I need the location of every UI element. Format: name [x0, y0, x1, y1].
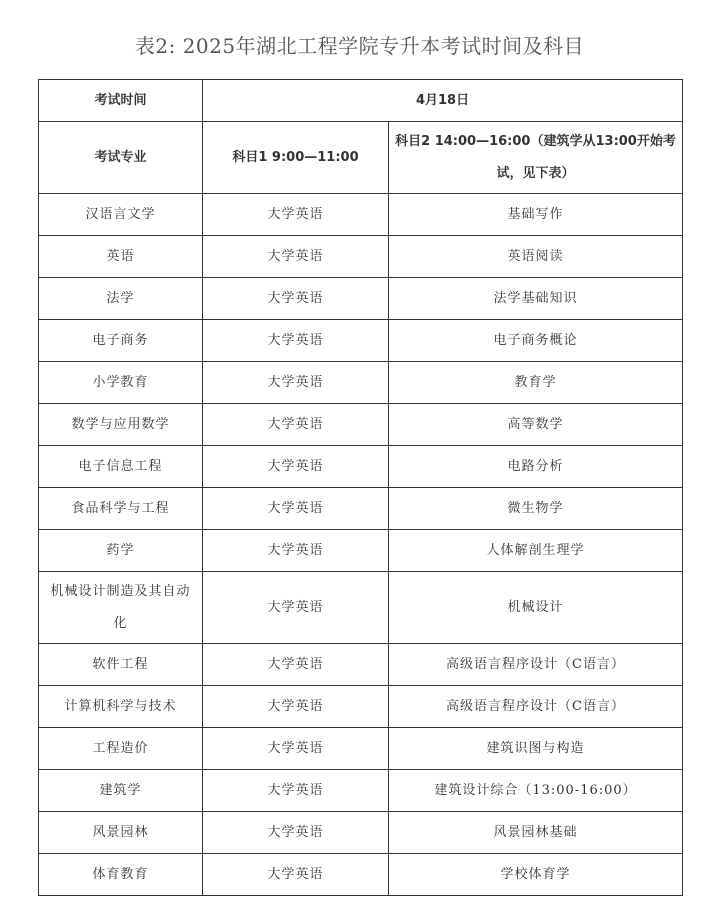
- table-row: [39, 320, 683, 362]
- header-time-label: 考试时间: [39, 80, 203, 122]
- major-cell: 电子信息工程: [39, 446, 203, 488]
- subject2-cell: 教育学: [389, 362, 683, 404]
- major-cell: 小学教育: [39, 362, 203, 404]
- subject1-cell: 大学英语: [203, 404, 389, 446]
- major-cell: 机械设计制造及其自动化: [39, 572, 203, 644]
- subject2-cell: 电路分析: [389, 446, 683, 488]
- major-cell: 法学: [39, 278, 203, 320]
- major-cell: 电子商务: [39, 320, 203, 362]
- subject1-cell: 大学英语: [203, 770, 389, 812]
- major-cell: 软件工程: [39, 644, 203, 686]
- table-row: [39, 488, 683, 530]
- subject2-cell: 英语阅读: [389, 236, 683, 278]
- subject1-cell: 大学英语: [203, 194, 389, 236]
- subject2-cell: 人体解剖生理学: [389, 530, 683, 572]
- major-cell: 建筑学: [39, 770, 203, 812]
- subject1-cell: 大学英语: [203, 854, 389, 896]
- subject2-cell: 学校体育学: [389, 854, 683, 896]
- major-cell: 工程造价: [39, 728, 203, 770]
- major-cell: 汉语言文学: [39, 194, 203, 236]
- subject2-cell: 基础写作: [389, 194, 683, 236]
- subject1-cell: 大学英语: [203, 728, 389, 770]
- subject1-cell: 大学英语: [203, 812, 389, 854]
- table-row: [39, 854, 683, 896]
- table-row: [39, 194, 683, 236]
- subject1-cell: 大学英语: [203, 446, 389, 488]
- subject1-cell: 大学英语: [203, 644, 389, 686]
- subject1-cell: 大学英语: [203, 530, 389, 572]
- subject2-cell: 高级语言程序设计（C语言）: [389, 686, 683, 728]
- major-cell: 体育教育: [39, 854, 203, 896]
- header-date: 4月18日: [203, 80, 683, 122]
- subject1-cell: 大学英语: [203, 236, 389, 278]
- header-row-subjects: [39, 122, 683, 194]
- table-row: [39, 770, 683, 812]
- table-row: [39, 572, 683, 644]
- subject2-cell: 建筑设计综合（13:00-16:00）: [389, 770, 683, 812]
- subject2-cell: 高级语言程序设计（C语言）: [389, 644, 683, 686]
- subject1-cell: 大学英语: [203, 488, 389, 530]
- subject2-cell: 建筑识图与构造: [389, 728, 683, 770]
- table-row: [39, 644, 683, 686]
- subject2-cell: 风景园林基础: [389, 812, 683, 854]
- table-row: [39, 236, 683, 278]
- subject2-cell: 微生物学: [389, 488, 683, 530]
- major-cell: 计算机科学与技术: [39, 686, 203, 728]
- subject1-cell: 大学英语: [203, 278, 389, 320]
- subject1-cell: 大学英语: [203, 362, 389, 404]
- subject2-cell: 机械设计: [389, 572, 683, 644]
- header-row-time: [39, 80, 683, 122]
- table-row: [39, 728, 683, 770]
- subject1-cell: 大学英语: [203, 320, 389, 362]
- subject1-cell: 大学英语: [203, 686, 389, 728]
- subject2-cell: 高等数学: [389, 404, 683, 446]
- major-cell: 药学: [39, 530, 203, 572]
- major-cell: 食品科学与工程: [39, 488, 203, 530]
- subject2-cell: 电子商务概论: [389, 320, 683, 362]
- table-row: [39, 686, 683, 728]
- major-cell: 数学与应用数学: [39, 404, 203, 446]
- table-row: [39, 362, 683, 404]
- subject1-cell: 大学英语: [203, 572, 389, 644]
- subject2-cell: 法学基础知识: [389, 278, 683, 320]
- table-row: [39, 278, 683, 320]
- table-row: [39, 404, 683, 446]
- header-subject1: 科目1 9:00—11:00: [203, 122, 389, 194]
- table-row: [39, 812, 683, 854]
- document-title: 表2: 2025年湖北工程学院专升本考试时间及科目: [134, 34, 585, 58]
- table-row: [39, 446, 683, 488]
- major-cell: 英语: [39, 236, 203, 278]
- header-subject2: 科目2 14:00—16:00（建筑学从13:00开始考试，见下表）: [389, 122, 683, 194]
- table-row: [39, 530, 683, 572]
- major-cell: 风景园林: [39, 812, 203, 854]
- header-major-label: 考试专业: [39, 122, 203, 194]
- exam-schedule-table: [38, 79, 683, 896]
